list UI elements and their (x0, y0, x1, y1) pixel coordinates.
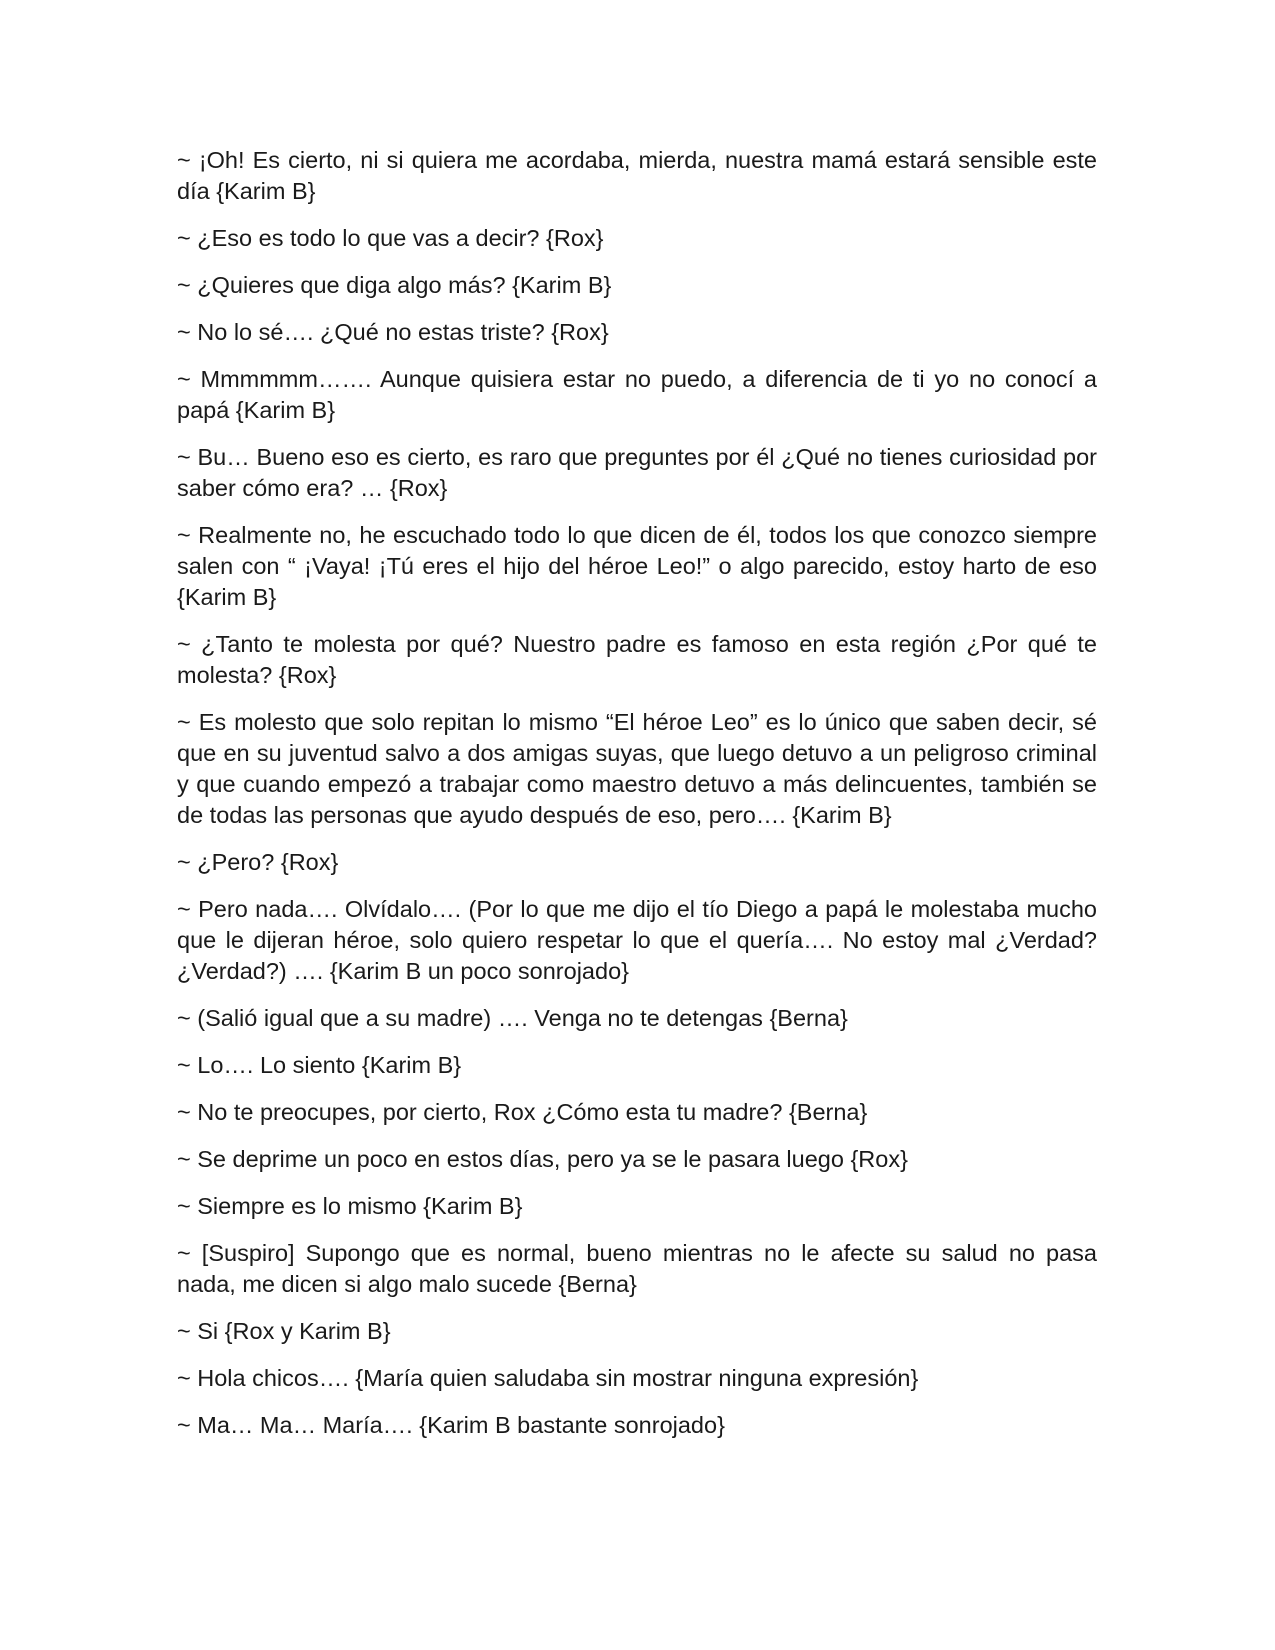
dialogue-paragraph: ~ Pero nada…. Olvídalo…. (Por lo que me dijo el tío Diego a papá le molestaba mucho que le dijeran héroe, solo quiero respetar lo que el quería…. No estoy mal ¿Verdad? ¿Verdad?) …. {Karim B un poco sonrojado} (177, 896, 1097, 984)
dialogue-paragraph: ~ ¿Tanto te molesta por qué? Nuestro padre es famoso en esta región ¿Por qué te molesta? {Rox} (177, 631, 1097, 688)
dialogue-paragraph: ~ Lo…. Lo siento {Karim B} (177, 1052, 462, 1078)
dialogue-paragraph: ~ (Salió igual que a su madre) …. Venga no te detengas {Berna} (177, 1005, 848, 1031)
dialogue-paragraph: ~ ¡Oh! Es cierto, ni si quiera me acordaba, mierda, nuestra mamá estará sensible este día {Karim B} (177, 147, 1097, 204)
dialogue-paragraph: ~ No te preocupes, por cierto, Rox ¿Cómo esta tu madre? {Berna} (177, 1099, 868, 1125)
dialogue-paragraph: ~ Mmmmmm……. Aunque quisiera estar no puedo, a diferencia de ti yo no conocí a papá {Karim B} (177, 366, 1097, 423)
dialogue-paragraph: ~ Se deprime un poco en estos días, pero ya se le pasara luego {Rox} (177, 1146, 908, 1172)
dialogue-paragraph: ~ [Suspiro] Supongo que es normal, bueno mientras no le afecte su salud no pasa nada, me dicen si algo malo sucede {Berna} (177, 1240, 1097, 1297)
dialogue-paragraph: ~ Es molesto que solo repitan lo mismo “El héroe Leo” es lo único que saben decir, sé que en su juventud salvo a dos amigas suyas, que luego detuvo a un peligroso criminal y que cuando empezó a trabajar como maestro detuvo a más delincuentes, también se de todas las personas que ayudo después de eso, pero…. {Karim B} (177, 709, 1097, 828)
dialogue-paragraph: ~ Si {Rox y Karim B} (177, 1318, 391, 1344)
dialogue-paragraph: ~ ¿Eso es todo lo que vas a decir? {Rox} (177, 225, 604, 251)
dialogue-paragraph: ~ Ma… Ma… María…. {Karim B bastante sonrojado} (177, 1412, 725, 1438)
dialogue-paragraph: ~ ¿Pero? {Rox} (177, 849, 339, 875)
dialogue-paragraph: ~ No lo sé…. ¿Qué no estas triste? {Rox} (177, 319, 609, 345)
dialogue-paragraph: ~ Hola chicos…. {María quien saludaba sin mostrar ninguna expresión} (177, 1365, 919, 1391)
dialogue-paragraph: ~ ¿Quieres que diga algo más? {Karim B} (177, 272, 612, 298)
dialogue-paragraph: ~ Siempre es lo mismo {Karim B} (177, 1193, 523, 1219)
dialogue-paragraph: ~ Realmente no, he escuchado todo lo que dicen de él, todos los que conozco siempre salen con “ ¡Vaya! ¡Tú eres el hijo del héroe Leo!” o algo parecido, estoy harto de eso {Karim B} (177, 522, 1097, 610)
document-body (177, 145, 1097, 1457)
dialogue-paragraph: ~ Bu… Bueno eso es cierto, es raro que preguntes por él ¿Qué no tienes curiosidad por saber cómo era? … {Rox} (177, 444, 1097, 501)
